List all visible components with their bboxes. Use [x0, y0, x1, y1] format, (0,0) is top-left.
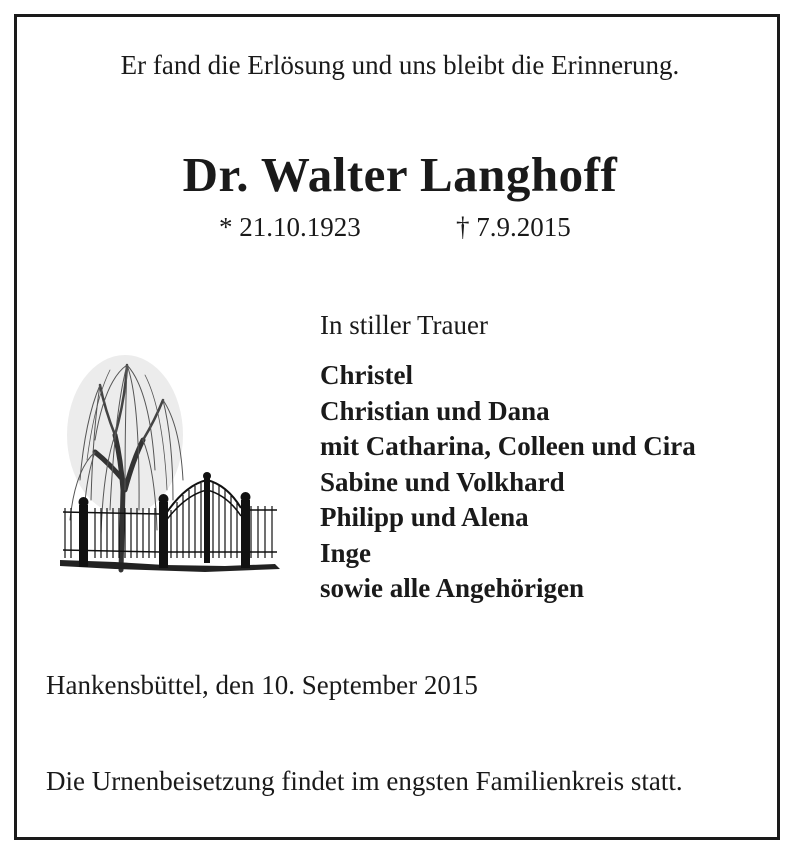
mourners-list	[320, 358, 696, 607]
mourner-name: Inge	[320, 537, 372, 568]
mourner-name: Christel	[320, 360, 413, 390]
death-date: † 7.9.2015	[456, 212, 571, 242]
birth-date: * 21.10.1923	[219, 212, 361, 242]
mourner-name: Christian und Dana	[320, 395, 550, 426]
mourner-name: mit Catharina, Colleen und Cira	[320, 431, 696, 461]
deceased-name: Dr. Walter Langhoff	[182, 147, 618, 202]
willow-tree-gate-illustration	[55, 340, 285, 580]
funeral-note: Die Urnenbeisetzung findet im engsten Familienkreis statt.	[46, 766, 683, 796]
place-and-date: Hankensbüttel, den 10. September 2015	[46, 670, 478, 700]
mourner-name: Philipp und Alena	[320, 502, 529, 532]
motto-text: Er fand die Erlösung und uns bleibt die Erinnerung.	[120, 50, 680, 80]
mourner-name: sowie alle Angehörigen	[320, 573, 584, 603]
mourning-intro: In stiller Trauer	[320, 310, 488, 340]
mourner-name: Sabine und Volkhard	[320, 466, 565, 497]
